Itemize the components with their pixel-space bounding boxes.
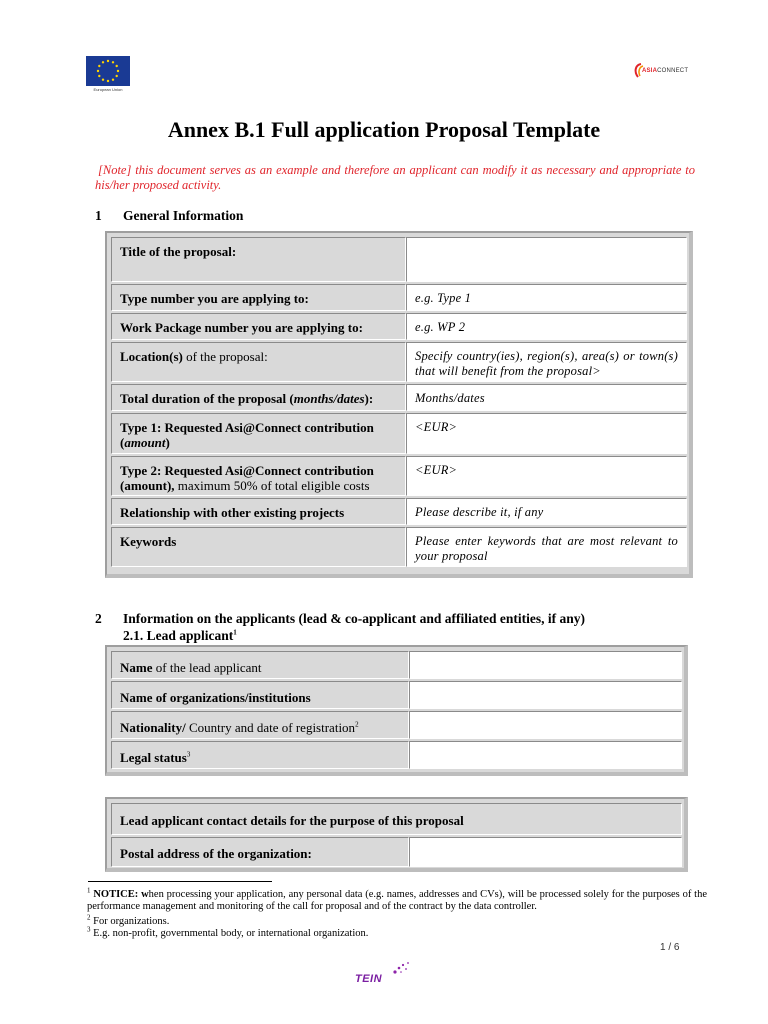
- row-label-bold: Work Package number you are applying to:: [120, 320, 363, 335]
- footnote-ref: 1: [233, 628, 237, 637]
- row-label-rest: of the lead applicant: [152, 660, 262, 675]
- footnote-text: For organizations.: [93, 916, 170, 927]
- type2-contribution-field[interactable]: <EUR>: [406, 456, 687, 496]
- row-label-bold: Name: [120, 660, 153, 675]
- asiaconnect-wordmark: [642, 68, 688, 74]
- footnote-text: hen processing your application, any personal data (e.g. names, addresses and CVs), will be processed solely for the purposes of the performance management and monitoring of the call for proposal and of the contract by the data controller.: [87, 889, 707, 912]
- general-information-table: [105, 231, 693, 578]
- asiaconnect-suffix: CONNECT: [657, 68, 689, 74]
- contact-heading-cell: [111, 803, 682, 835]
- nationality-field[interactable]: [409, 711, 682, 739]
- tein-logo: [355, 960, 411, 988]
- postal-address-field[interactable]: [409, 837, 682, 867]
- asiaconnect-logo: [633, 60, 695, 82]
- row-label-italic: amount: [124, 435, 166, 450]
- row-label: [111, 413, 406, 454]
- tein-sparkle-icon: [389, 960, 411, 976]
- row-label-rest: maximum 50% of total eligible costs: [174, 478, 370, 493]
- row-label-rest: of the proposal:: [182, 349, 268, 364]
- duration-field[interactable]: Months/dates: [406, 384, 687, 411]
- document-title: Annex B.1 Full application Proposal Template: [167, 117, 601, 142]
- proposal-title-field[interactable]: [406, 237, 687, 282]
- row-label: [111, 237, 406, 282]
- section-2-title: Information on the applicants (lead & co-applicant and affiliated entities, if any): [123, 611, 586, 626]
- row-label-italic: months/dates: [293, 391, 365, 406]
- asiaconnect-prefix: ASIA: [642, 68, 658, 74]
- row-label-bold: Total duration of the proposal (: [120, 391, 294, 406]
- template-note: [95, 163, 695, 193]
- row-label: [111, 313, 406, 340]
- row-label-bold-end: ):: [364, 391, 374, 406]
- lead-applicant-subheading: [123, 628, 237, 644]
- row-label: [111, 527, 406, 567]
- row-label: [111, 498, 406, 525]
- row-label-bold: Relationship with other existing projects: [120, 505, 345, 520]
- row-label: [111, 681, 409, 709]
- section-1-number: 1: [95, 208, 102, 223]
- lead-applicant-name-field[interactable]: [409, 651, 682, 679]
- page-number: 1 / 6: [660, 942, 680, 953]
- section-2-number: 2: [95, 611, 102, 626]
- section-1-title: General Information: [123, 208, 244, 223]
- type-number-field[interactable]: e.g. Type 1: [406, 284, 687, 311]
- row-label: [111, 837, 409, 867]
- row-label-bold: Nationality/: [120, 720, 186, 735]
- row-label: [111, 456, 406, 496]
- row-label-bold: Type number you are applying to:: [120, 291, 309, 306]
- footnote-3: [87, 925, 707, 940]
- keywords-field[interactable]: Please enter keywords that are most relevant to your proposal: [406, 527, 687, 567]
- row-label: [111, 384, 406, 411]
- row-label: [111, 284, 406, 311]
- eu-flag-icon: [86, 56, 130, 86]
- footnote-divider: [88, 881, 272, 882]
- row-label-bold: Legal status: [120, 750, 187, 765]
- row-label-bold: Name of organizations/institutions: [120, 690, 311, 705]
- row-label-rest: Country and date of registration: [185, 720, 356, 735]
- contact-heading: Lead applicant contact details for the purpose of this proposal: [120, 813, 464, 828]
- row-label-bold-end: ): [165, 435, 170, 450]
- postal-address-label: Postal address of the organization:: [120, 846, 312, 861]
- footnote-mark: 2: [87, 913, 91, 922]
- lead-applicant-subheading-text: 2.1. Lead applicant: [123, 628, 234, 643]
- row-label-bold: Title of the proposal:: [120, 244, 237, 259]
- relationship-field[interactable]: Please describe it, if any: [406, 498, 687, 525]
- row-label-bold: Type 2: Requested Asi@Connect contribution (amount),: [120, 463, 374, 493]
- work-package-field[interactable]: e.g. WP 2: [406, 313, 687, 340]
- eu-logo: [86, 56, 130, 92]
- legal-status-field[interactable]: [409, 741, 682, 769]
- location-field[interactable]: Specify country(ies), region(s), area(s) or town(s) that will benefit from the proposal>: [406, 342, 687, 382]
- footnote-mark: 1: [87, 886, 91, 895]
- row-label: [111, 711, 409, 739]
- footnote-2: [87, 913, 707, 928]
- type1-contribution-field[interactable]: <EUR>: [406, 413, 687, 454]
- organization-name-field[interactable]: [409, 681, 682, 709]
- row-label-bold: Location(s): [120, 349, 183, 364]
- template-note-text: [Note] this document serves as an example and therefore an applicant can modify it as necessary and appropriate to his/her proposed activity.: [95, 163, 695, 192]
- footnote-text: E.g. non-profit, governmental body, or international organization.: [93, 928, 369, 939]
- row-label: [111, 741, 409, 769]
- contact-details-table: [105, 797, 688, 872]
- lead-applicant-table: [105, 645, 688, 776]
- row-label: [111, 651, 409, 679]
- tein-wordmark: TEIN: [355, 973, 383, 985]
- row-label: [111, 342, 406, 382]
- footnote-ref: 2: [355, 720, 359, 729]
- footnote-1: [87, 886, 707, 913]
- row-label-bold: Type 1: Requested Asi@Connect contribution (: [120, 420, 374, 450]
- footnote-mark: 3: [87, 925, 91, 934]
- footnote-ref: 3: [186, 750, 191, 759]
- row-label-bold: Keywords: [120, 534, 177, 549]
- footnote-bold: NOTICE: w: [93, 889, 149, 900]
- eu-caption: European Union: [93, 87, 123, 92]
